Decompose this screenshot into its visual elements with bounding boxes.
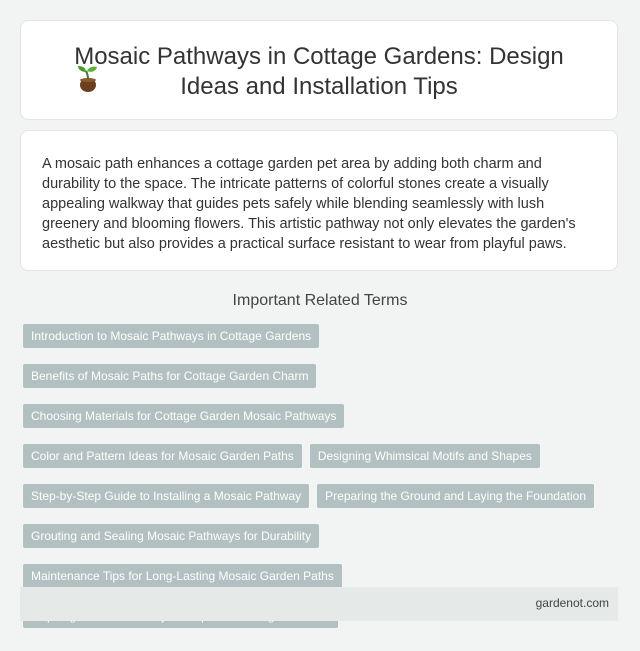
title-card	[20, 20, 618, 120]
related-term-tag[interactable]: Designing Whimsical Motifs and Shapes	[310, 444, 540, 468]
related-term-tag[interactable]: Preparing the Ground and Laying the Foundation	[317, 484, 594, 508]
related-terms-list	[23, 324, 603, 628]
page-title-line-1: Mosaic Pathways in Cottage Gardens: Design	[74, 43, 564, 70]
related-term-tag[interactable]: Introduction to Mosaic Pathways in Cottage Gardens	[23, 324, 319, 348]
related-term-tag[interactable]: Step-by-Step Guide to Installing a Mosaic Pathway	[23, 484, 309, 508]
intro-paragraph: A mosaic path enhances a cottage garden pet area by adding both charm and durability to the space. The intricate patterns of colorful stones create a visually appealing walkway that guides pets safely while blending seamlessly with lush greenery and blooming flowers. This artistic pathway not only elevates the garden's aesthetic but also provides a practical surface resistant to wear from playful paws.	[42, 156, 576, 252]
footer	[20, 587, 618, 621]
related-terms-heading: Important Related Terms	[232, 292, 408, 309]
page-title-line-2: Ideas and Installation Tips	[180, 73, 458, 100]
related-term-tag[interactable]: Grouting and Sealing Mosaic Pathways for Durability	[23, 524, 319, 548]
related-term-tag[interactable]: Maintenance Tips for Long-Lasting Mosaic Garden Paths	[23, 564, 342, 588]
intro-card	[20, 130, 618, 271]
related-term-tag[interactable]: Color and Pattern Ideas for Mosaic Garden Paths	[23, 444, 302, 468]
footer-site-link[interactable]: gardenot.com	[535, 596, 609, 610]
related-term-tag[interactable]: Benefits of Mosaic Paths for Cottage Garden Charm	[23, 364, 316, 388]
related-term-tag[interactable]: Choosing Materials for Cottage Garden Mosaic Pathways	[23, 404, 344, 428]
page-title	[21, 42, 617, 102]
